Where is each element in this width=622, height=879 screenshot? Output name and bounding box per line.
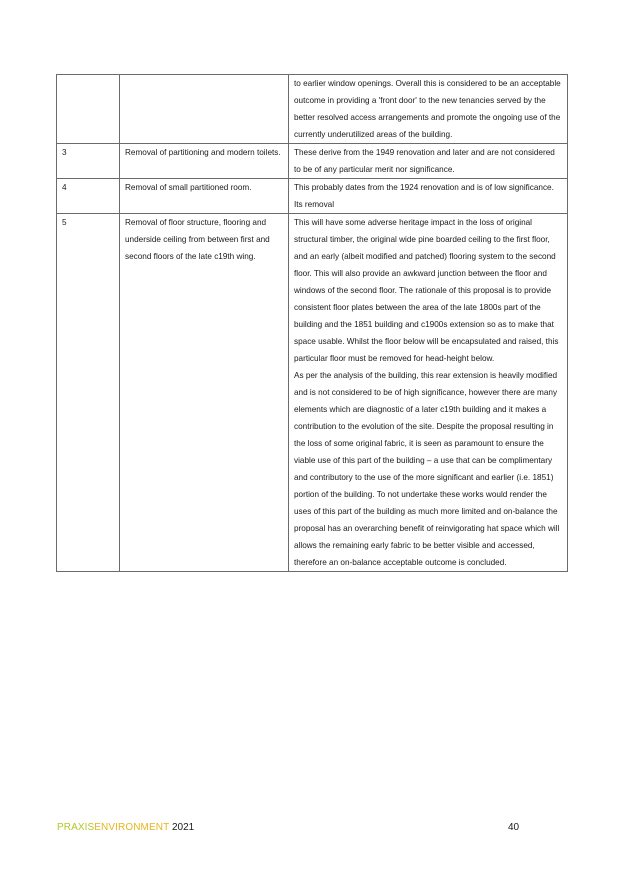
row-number-cell: 5: [57, 214, 120, 572]
comment-paragraph: to earlier window openings. Overall this is considered to be an acceptable outcome in providing a 'front door' to the new tenancies served by the better resolved access arrangements and promote the ongoing use of the currently underutilized areas of the building.: [294, 79, 561, 139]
proposed-work-cell: Removal of floor structure, flooring and underside ceiling from between first and second floors of the late c19th wing.: [120, 214, 289, 572]
brand-environment-text: ENVIRONMENT: [94, 822, 170, 833]
page-number: 40: [508, 822, 520, 833]
comment-paragraph: This probably dates from the 1924 renovation and is of low significance. Its removal: [294, 183, 554, 209]
proposed-work-cell: Removal of small partitioned room.: [120, 179, 289, 214]
comment-paragraph: This will have some adverse heritage impact in the loss of original structural timber, the original wide pine boarded ceiling to the first floor, and an early (albeit modified and patched) flooring system to the second floor. This will also provide an awkward junction between the floor and windows of the second floor. The rationale of this proposal is to provide consistent floor plates between the area of the late 1800s part of the building and the 1851 building and c1900s extension so as to make that space usable. Whilst the floor below will be encapsulated and raised, this particular floor must be removed for head-height below.: [294, 218, 559, 363]
table-row: [57, 144, 568, 179]
heritage-comment-cell: [289, 179, 568, 214]
comment-paragraph: These derive from the 1949 renovation and later and are not considered to be of any particular merit nor significance.: [294, 148, 555, 174]
row-number-cell: 4: [57, 179, 120, 214]
brand-praxis-text: PRAXIS: [57, 822, 95, 833]
table-row: [57, 214, 568, 572]
proposed-work-cell: [120, 75, 289, 144]
table-row: [57, 179, 568, 214]
heritage-comment-cell: [289, 144, 568, 179]
footer-brand-logo: [57, 821, 169, 835]
heritage-comment-cell: [289, 75, 568, 144]
row-number-cell: 3: [57, 144, 120, 179]
heritage-comment-cell: [289, 214, 568, 572]
footer-year: 2021: [172, 822, 195, 833]
comment-paragraph: As per the analysis of the building, this rear extension is heavily modified and is not considered to be of high significance, however there are many elements which are diagnostic of a later c19th building and it makes a contribution to the evolution of the site. Despite the proposal resulting in the loss of some original fabric, it is seen as paramount to ensure the viable use of this part of the building – a use that can be complimentary and contributory to the use of the more significant and earlier (i.e. 1851) portion of the building. To not undertake these works would render the uses of this part of the building as much more limited and on-balance the proposal has an overarching benefit of reinvigorating hat space which will allows the remaining early fabric to be better visible and accessed, therefore an on-balance acceptable outcome is concluded.: [294, 371, 560, 567]
row-number-cell: [57, 75, 120, 144]
heritage-impact-table: [56, 74, 568, 572]
table-row: [57, 75, 568, 144]
proposed-work-cell: Removal of partitioning and modern toilets.: [120, 144, 289, 179]
